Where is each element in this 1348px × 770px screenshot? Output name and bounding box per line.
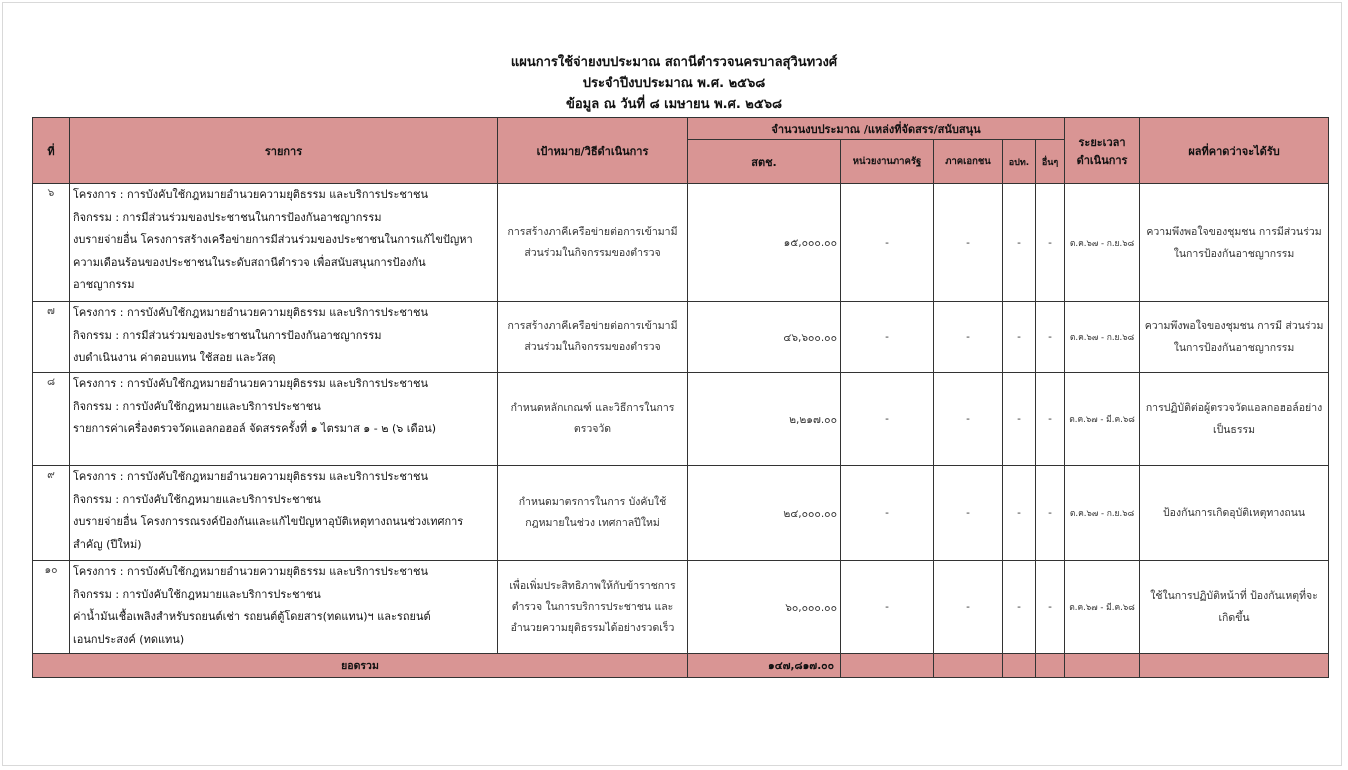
row-period: ต.ค.๖๗ - มี.ค.๖๘ [1065, 561, 1140, 654]
row-private: - [934, 373, 1003, 466]
row-number: ๙ [33, 466, 70, 561]
row-gov: - [841, 302, 934, 373]
row-period: ต.ค.๖๗ - มี.ค.๖๘ [1065, 373, 1140, 466]
header-period: ระยะเวลา ดำเนินการ [1065, 118, 1140, 184]
item-line: งบรายจ่ายอื่น โครงการสร้างเครือข่ายการมีส่วนร่วมของประชาชนในการแก้ไขปัญหา [73, 233, 473, 246]
header-budget-other: อื่นๆ [1036, 140, 1065, 184]
item-line: กิจกรรม : การมีส่วนร่วมของประชาชนในการป้องกันอาชญากรรม [73, 328, 382, 342]
row-number: ๑๐ [33, 561, 70, 654]
row-items [70, 466, 498, 561]
item-line: กิจกรรม : การบังคับใช้กฎหมายและบริการประชาชน [73, 492, 321, 506]
total-empty-cell [1065, 654, 1140, 678]
header-budget-group: จำนวนงบประมาณ /แหล่งที่จัดสรร/สนับสนุน [688, 118, 1065, 140]
row-result: ความพึงพอใจของชุมชน การมีส่วนร่วมในการป้องกันอาชญากรรม [1140, 184, 1329, 302]
row-other: - [1036, 561, 1065, 654]
item-line: โครงการ : การบังคับใช้กฎหมายอำนวยความยุติธรรม และบริการประชาชน [73, 306, 428, 319]
total-label: ยอดรวม [33, 654, 688, 678]
row-local: - [1003, 466, 1036, 561]
table-row [33, 302, 1329, 373]
row-result: การปฏิบัติต่อผู้ตรวจวัดแอลกอฮอล์อย่างเป็นธรรม [1140, 373, 1329, 466]
document-title [0, 52, 1348, 115]
row-private: - [934, 184, 1003, 302]
row-goal: เพื่อเพิ่มประสิทธิภาพให้กับข้าราชการตำรวจ ในการบริการประชาชน และอำนวยความยุติธรรมได้อย่างรวดเร็ว [498, 561, 688, 654]
row-amount: ๒๔,๐๐๐.๐๐ [688, 466, 841, 561]
row-items [70, 561, 498, 654]
item-line: กิจกรรม : การบังคับใช้กฎหมายและบริการประชาชน [73, 399, 321, 413]
title-line-1: แผนการใช้จ่ายงบประมาณ สถานีตำรวจนครบาลสุวินทวงศ์ [510, 55, 838, 70]
item-line: โครงการ : การบังคับใช้กฎหมายอำนวยความยุติธรรม และบริการประชาชน [73, 377, 428, 390]
total-empty-cell [1140, 654, 1329, 678]
row-result: ความพึงพอใจของชุมชน การมี ส่วนร่วมในการป้องกันอาชญากรรม [1140, 302, 1329, 373]
header-row-top [33, 118, 1329, 140]
item-line: งบดำเนินงาน ค่าตอบแทน ใช้สอย และวัสดุ [73, 351, 276, 364]
table-row [33, 561, 1329, 654]
row-result: ป้องกันการเกิดอุบัติเหตุทางถนน [1140, 466, 1329, 561]
table-row [33, 373, 1329, 466]
item-line: สำคัญ (ปีใหม่) [73, 537, 142, 551]
row-amount: ๔๖,๖๐๐.๐๐ [688, 302, 841, 373]
row-goal: กำหนดมาตรการในการ บังคับใช้กฎหมายในช่วง เทศกาลปีใหม่ [498, 466, 688, 561]
item-line: โครงการ : การบังคับใช้กฎหมายอำนวยความยุติธรรม และบริการประชาชน [73, 565, 428, 578]
header-budget-police: สตช. [688, 140, 841, 184]
row-private: - [934, 466, 1003, 561]
row-goal: กำหนดหลักเกณฑ์ และวิธีการในการตรวจวัด [498, 373, 688, 466]
row-gov: - [841, 184, 934, 302]
header-result: ผลที่คาดว่าจะได้รับ [1140, 118, 1329, 184]
row-other: - [1036, 373, 1065, 466]
item-line: รายการค่าเครื่องตรวจวัดแอลกอฮอล์ จัดสรรครั้งที่ ๑ ไตรมาส ๑ - ๒ (๖ เดือน) [73, 422, 437, 435]
item-line: ค่าน้ำมันเชื้อเพลิงสำหรับรถยนต์เช่า รถยนต์ตู้โดยสาร(ทดแทน)ฯ และรถยนต์ [73, 610, 431, 623]
title-line-2: ประจำปีงบประมาณ พ.ศ. ๒๕๖๘ [582, 76, 766, 91]
table-row [33, 184, 1329, 302]
item-line: กิจกรรม : การมีส่วนร่วมของประชาชนในการป้องกันอาชญากรรม [73, 210, 382, 224]
header-budget-private: ภาคเอกชน [934, 140, 1003, 184]
row-local: - [1003, 302, 1036, 373]
item-line: ความเดือนร้อนของประชาชนในระดับสถานีตำรวจ เพื่อสนับสนุนการป้องกัน [73, 255, 426, 269]
budget-plan-table [32, 117, 1329, 678]
total-empty-cell [1036, 654, 1065, 678]
row-local: - [1003, 373, 1036, 466]
row-goal: การสร้างภาคีเครือข่ายต่อการเข้ามามีส่วนร่วมในกิจกรรมของตำรวจ [498, 302, 688, 373]
row-items [70, 184, 498, 302]
row-number: ๗ [33, 302, 70, 373]
total-amount: ๑๔๗,๘๑๗.๐๐ [688, 654, 841, 678]
row-amount: ๑๕,๐๐๐.๐๐ [688, 184, 841, 302]
table-row [33, 466, 1329, 561]
row-goal: การสร้างภาคีเครือข่ายต่อการเข้ามามีส่วนร่วมในกิจกรรมของตำรวจ [498, 184, 688, 302]
item-line: กิจกรรม : การบังคับใช้กฎหมายและบริการประชาชน [73, 587, 321, 601]
row-other: - [1036, 184, 1065, 302]
header-budget-gov: หน่วยงานภาครัฐ [841, 140, 934, 184]
row-period: ต.ค.๖๗ - ก.ย.๖๘ [1065, 302, 1140, 373]
header-goal: เป้าหมาย/วิธีดำเนินการ [498, 118, 688, 184]
row-amount: ๖๐,๐๐๐.๐๐ [688, 561, 841, 654]
title-line-3: ข้อมูล ณ วันที่ ๘ เมษายน พ.ศ. ๒๕๖๘ [565, 97, 782, 112]
item-line: งบรายจ่ายอื่น โครงการรณรงค์ป้องกันและแก้ไขปัญหาอุบัติเหตุทางถนนช่วงเทศการ [73, 515, 464, 528]
row-items [70, 373, 498, 466]
row-other: - [1036, 466, 1065, 561]
row-period: ต.ค.๖๗ - ก.ย.๖๘ [1065, 184, 1140, 302]
row-gov: - [841, 561, 934, 654]
total-empty-cell [841, 654, 934, 678]
row-local: - [1003, 561, 1036, 654]
header-items: รายการ [70, 118, 498, 184]
row-private: - [934, 302, 1003, 373]
row-period: ต.ค.๖๗ - ก.ย.๖๘ [1065, 466, 1140, 561]
item-line: โครงการ : การบังคับใช้กฎหมายอำนวยความยุติธรรม และบริการประชาชน [73, 188, 428, 201]
row-amount: ๒,๒๑๗.๐๐ [688, 373, 841, 466]
item-line: อาชญากรรม [73, 278, 135, 291]
row-local: - [1003, 184, 1036, 302]
header-no: ที่ [33, 118, 70, 184]
header-budget-local: อปท. [1003, 140, 1036, 184]
total-empty-cell [934, 654, 1003, 678]
row-number: ๖ [33, 184, 70, 302]
item-line: เอนกประสงค์ (ทดแทน) [73, 632, 185, 646]
row-number: ๘ [33, 373, 70, 466]
row-private: - [934, 561, 1003, 654]
row-gov: - [841, 373, 934, 466]
row-gov: - [841, 466, 934, 561]
total-empty-cell [1003, 654, 1036, 678]
total-row [33, 654, 1329, 678]
row-other: - [1036, 302, 1065, 373]
item-line: โครงการ : การบังคับใช้กฎหมายอำนวยความยุติธรรม และบริการประชาชน [73, 470, 428, 483]
row-items [70, 302, 498, 373]
row-result: ใช้ในการปฏิบัติหน้าที่ ป้องกันเหตุที่จะเกิดขึ้น [1140, 561, 1329, 654]
